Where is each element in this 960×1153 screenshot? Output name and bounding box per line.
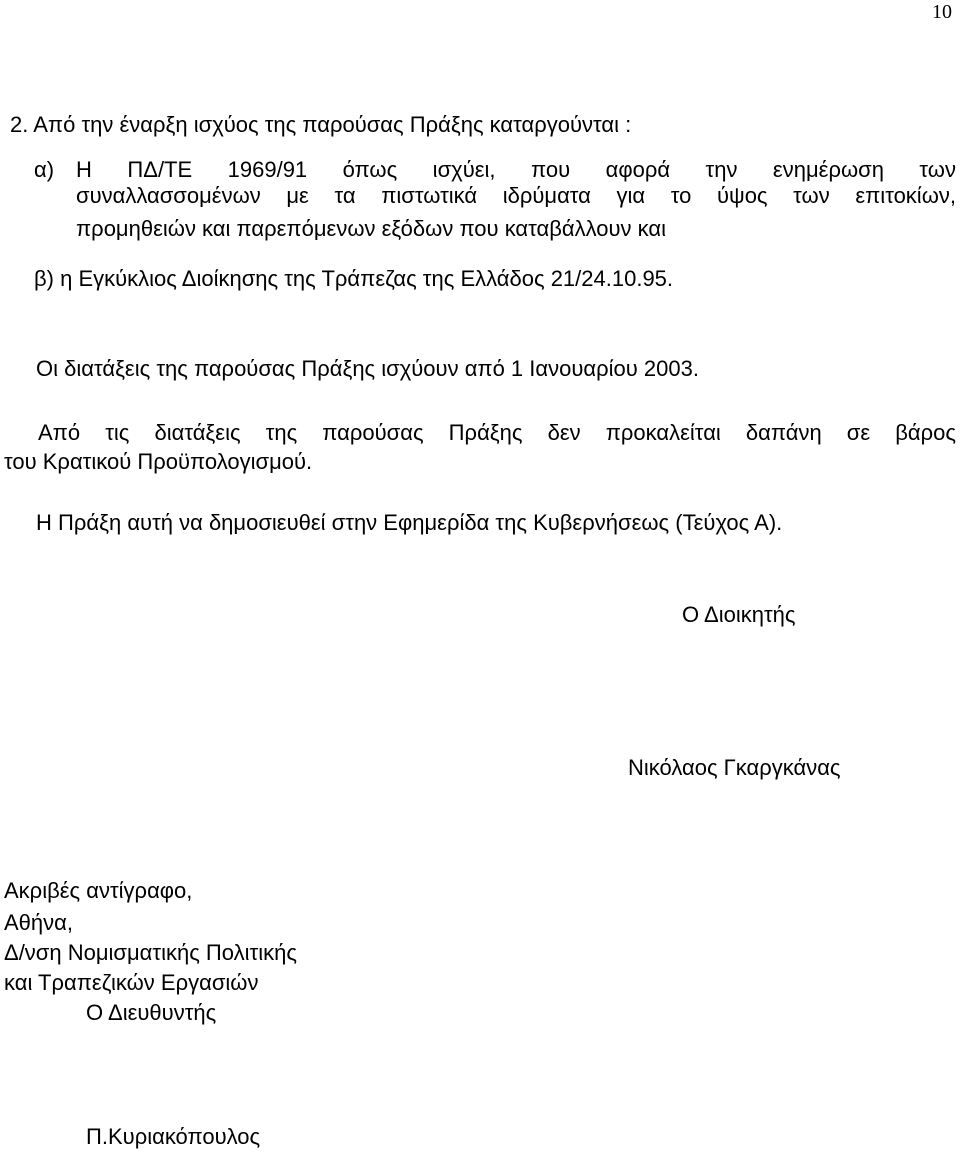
effective-date-paragraph: Οι διατάξεις της παρούσας Πράξης ισχύουν από 1 Ιανουαρίου 2003. <box>36 356 699 381</box>
item-a-line1 <box>34 157 956 183</box>
item-b: β) η Εγκύκλιος Διοίκησης της Τράπεζας της Ελλάδος 21/24.10.95. <box>34 266 674 291</box>
certification-line2: Αθήνα, <box>4 910 73 935</box>
certification-line1: Ακριβές αντίγραφο, <box>4 878 193 903</box>
budget-paragraph-line1: Από τις διατάξεις της παρούσας Πράξης δεν προκαλείται δαπάνη σε βάρος <box>38 420 956 445</box>
certification-line5: Ο Διευθυντής <box>86 1000 217 1025</box>
certification-line4: και Τραπεζικών Εργασιών <box>4 970 259 995</box>
certification-signer: Π.Κυριακόπουλος <box>86 1124 261 1149</box>
certification-line3: Δ/νση Νομισματικής Πολιτικής <box>4 940 297 965</box>
signature-name: Νικόλαος Γκαργκάνας <box>628 755 841 780</box>
page-number: 10 <box>932 1 952 23</box>
item-a-line2: συναλλασσομένων με τα πιστωτικά ιδρύματα για το ύψος των επιτοκίων, <box>76 183 956 208</box>
section-heading: 2. Από την έναρξη ισχύος της παρούσας Πράξης καταργούνται : <box>10 112 632 137</box>
item-a-text: Η ΠΔ/ΤΕ 1969/91 όπως ισχύει, που αφορά την ενημέρωση των <box>76 157 956 182</box>
publication-paragraph: Η Πράξη αυτή να δημοσιευθεί στην Εφημερίδα της Κυβερνήσεως (Τεύχος Α). <box>36 510 783 535</box>
item-a-label: α) <box>34 157 55 182</box>
budget-paragraph-line2: του Κρατικού Προϋπολογισμού. <box>4 449 313 474</box>
signature-title: Ο Διοικητής <box>682 602 796 627</box>
item-a-line3: προμηθειών και παρεπόμενων εξόδων που καταβάλλουν και <box>76 216 666 241</box>
